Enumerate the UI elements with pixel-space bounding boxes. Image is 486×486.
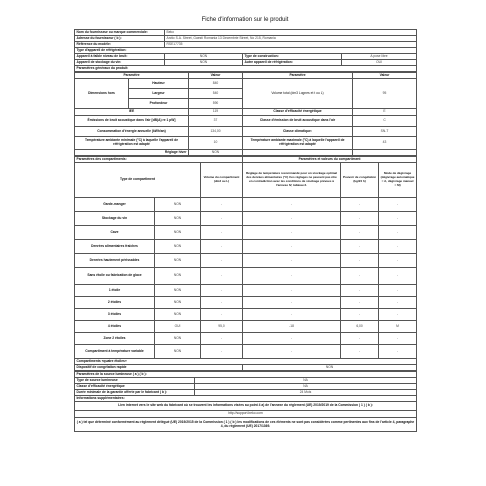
compartment-flag: NON (155, 297, 201, 309)
dimension-value: 590 (189, 99, 243, 109)
compartment-flag: NON (155, 212, 201, 226)
compartment-freezing-capacity: - (341, 240, 379, 254)
compartment-defrost-mode: - (379, 254, 417, 268)
supplier-name-label: Nom du fournisseur ou marque commerciale: (75, 30, 165, 36)
total-volume-value: 95 (353, 79, 417, 109)
support-url-link[interactable]: http://support.beko.com (75, 411, 417, 418)
general-parameters-header: Paramètres généraux du produit: (75, 66, 417, 72)
warranty-label: Durée minimale de la garantie offerte par le fabricant ( b ): (75, 390, 195, 396)
general-row (75, 150, 417, 156)
compartment-defrost-mode: - (379, 212, 417, 226)
compartment-freezing-capacity: - (341, 226, 379, 240)
compartment-temperature: -18 (243, 321, 341, 333)
compartment-defrost-mode: - (379, 345, 417, 359)
param-value: E (353, 109, 417, 116)
dimension-name: Hauteur (129, 79, 189, 89)
compartment-row (75, 285, 417, 297)
compartment-temperature: - (243, 297, 341, 309)
compartment-name: 1 étoile (75, 285, 155, 297)
param-label: IEE (75, 109, 189, 116)
compartment-flag: NON (155, 345, 201, 359)
compartment-temperature: - (243, 212, 341, 226)
compartment-row (75, 198, 417, 212)
compartment-temperature: - (243, 240, 341, 254)
supplier-table (74, 29, 417, 72)
compartment-row (75, 321, 417, 333)
param-value: 10 (189, 137, 243, 150)
compartment-group-header: Paramètres et valeurs du compartiment (243, 157, 417, 163)
compartment-volume: - (201, 268, 243, 285)
compartment-name: 2 étoiles (75, 297, 155, 309)
light-value: NA (195, 378, 417, 384)
compartment-freezing-capacity: - (341, 212, 379, 226)
param-label: Classe d'efficacité énergétique (243, 109, 353, 116)
light-value: NA (195, 384, 417, 390)
compartment-volume: - (201, 345, 243, 359)
compartment-col-header: Pouvoir de congélation (kg/24 h) (341, 163, 379, 198)
light-source-header: Paramètres de la source lumineuse ( a ) ( b ): (75, 372, 417, 378)
general-parameters-table (74, 72, 417, 156)
compartment-name: Compartiment à température variable (75, 345, 155, 359)
compartment-defrost-mode: - (379, 268, 417, 285)
type-value: NON (165, 54, 243, 60)
compartment-row (75, 226, 417, 240)
param-label: Classe d'émission de bruit acoustique dans l'air (243, 116, 353, 127)
param-label: Température ambiante minimale (°C) à laquelle l'appareil de réfrigération est adapté (75, 137, 189, 150)
compartment-flag: NON (155, 285, 201, 297)
compartment-volume: - (201, 240, 243, 254)
general-row (75, 116, 417, 127)
param-label: Classe climatique: (243, 127, 353, 137)
param-value: NON (189, 150, 243, 156)
general-row (75, 127, 417, 137)
param-label: Consommation d'énergie annuelle (kWh/an) (75, 127, 189, 137)
compartment-name: Denrées alimentaires fraîches (75, 240, 155, 254)
appliance-type-header: Type d'appareil de réfrigération: (75, 48, 417, 54)
param-value: SN-T (353, 127, 417, 137)
compartment-flag: NON (155, 198, 201, 212)
type-value: OUI (342, 60, 417, 66)
compartment-temperature: - (243, 285, 341, 297)
param-value: C (353, 116, 417, 127)
compartment-defrost-mode: - (379, 309, 417, 321)
compartment-name: Stockage du vin (75, 212, 155, 226)
compartment-freezing-capacity: - (341, 297, 379, 309)
param-label: Réglage hiver (75, 150, 189, 156)
fast-freeze-value: NON (243, 365, 417, 371)
compartment-rows (75, 198, 417, 359)
param-label (243, 150, 353, 156)
compartment-freezing-capacity: - (341, 333, 379, 345)
compartment-volume: 95,0 (201, 321, 243, 333)
type-value: NON (165, 60, 243, 66)
compartment-flag: NON (155, 268, 201, 285)
compartment-row (75, 268, 417, 285)
compartment-temperature: - (243, 333, 341, 345)
compartment-row (75, 254, 417, 268)
compartment-volume: - (201, 226, 243, 240)
compartment-name: Cave (75, 226, 155, 240)
compartment-defrost-mode: - (379, 240, 417, 254)
compartment-volume: - (201, 285, 243, 297)
compartment-name: 4 étoiles (75, 321, 155, 333)
compartment-defrost-mode: - (379, 297, 417, 309)
compartment-volume: - (201, 297, 243, 309)
compartment-volume: - (201, 254, 243, 268)
compartment-freezing-capacity: - (341, 309, 379, 321)
warranty-value: 24 Mois (195, 390, 417, 396)
compartment-row (75, 297, 417, 309)
param-value (353, 150, 417, 156)
general-row (75, 137, 417, 150)
compartment-freezing-capacity: - (341, 345, 379, 359)
type-value: A pose libre (342, 54, 417, 60)
param-value: 134,00 (189, 127, 243, 137)
type-label: Appareil de stockage du vin: (75, 60, 165, 66)
compartment-flag: NON (155, 254, 201, 268)
footnote: ( a ) tel que déterminé conformément au règlement délégué (UE) 2019/2015 de la Commission ( 1 ) ( b ) les modifications de ces éléments ne sont pas considérées comme pertinentes aux fins de l'article 4, paragraphe 4, du règlement (UE) 2017/1369. (75, 418, 417, 432)
compartment-volume: - (201, 333, 243, 345)
supplier-name-value: Beko (165, 30, 417, 36)
product-information-sheet (74, 16, 416, 432)
param-header: Paramètre (243, 73, 353, 79)
compartment-col-header: Mode de dégivrage (dégivrage automatique = A, dégivrage manuel = M) (379, 163, 417, 198)
model-value: RSE17735 (165, 42, 417, 48)
compartment-freezing-capacity: - (341, 285, 379, 297)
compartment-col-header: Réglage de température recommandé pour un stockage optimal des denrées alimentaires (°C) Ces réglages ne peuvent pas être en contradiction avec les conditions de stockage prévues à l'annexe IV, tableau 3. (243, 163, 341, 198)
compartment-header: Paramètres des compartiments: (75, 157, 243, 163)
model-label: Référence du modèle: (75, 42, 165, 48)
compartment-defrost-mode: - (379, 333, 417, 345)
dimension-value: 840 (189, 79, 243, 89)
param-value: 37 (189, 116, 243, 127)
compartment-row (75, 240, 417, 254)
compartment-temperature: - (243, 254, 341, 268)
compartment-row (75, 333, 417, 345)
compartment-temperature: - (243, 345, 341, 359)
compartment-name: 3 étoiles (75, 309, 155, 321)
additional-info-header: Informations supplémentaires: (75, 396, 417, 402)
light-source-table (74, 371, 417, 432)
fast-freeze-label: Dispositif de congélation rapide (75, 365, 243, 371)
compartment-row (75, 212, 417, 226)
param-value: 119 (189, 109, 243, 116)
general-row (75, 109, 417, 116)
compartment-name: Denrées hautement périssables (75, 254, 155, 268)
compartment-defrost-mode: - (379, 226, 417, 240)
compartment-flag: NON (155, 226, 201, 240)
compartment-type-header: Type de compartiment (75, 163, 201, 198)
compartment-temperature: - (243, 198, 341, 212)
compartment-temperature: - (243, 226, 341, 240)
value-header: Valeur (189, 73, 243, 79)
dimension-name: Profondeur (129, 99, 189, 109)
manufacturer-link-text: Lien internet vers le site web du fabricant où se trouvent les informations visées au point 4 a) de l'annexe du règlement (UE) 2019/2019 de la Commission ( 1 ) ( b ): (75, 402, 417, 411)
compartment-defrost-mode: - (379, 198, 417, 212)
light-label: Type de source lumineuse (75, 378, 195, 384)
compartment-flag: NON (155, 333, 201, 345)
param-header: Paramètre (75, 73, 189, 79)
dimension-value: 540 (189, 89, 243, 99)
compartment-defrost-mode: M (379, 321, 417, 333)
type-label: Type de construction: (243, 54, 342, 60)
compartment-name: Zone 2 étoiles (75, 333, 155, 345)
compartment-volume: - (201, 309, 243, 321)
param-label: Émissions de bruit acoustique dans l'air [dB(A) re 1 pW] (75, 116, 189, 127)
value-header: Valeur (353, 73, 417, 79)
compartment-temperature: - (243, 309, 341, 321)
param-label: Température ambiante maximale (°C) à laquelle l'appareil de réfrigération est adapté (243, 137, 353, 150)
compartment-freezing-capacity: - (341, 198, 379, 212)
compartment-name: Garde-manger (75, 198, 155, 212)
compartment-temperature: - (243, 268, 341, 285)
compartment-row (75, 345, 417, 359)
compartment-col-header: Volume du compartiment (dm3 ou L) (201, 163, 243, 198)
compartment-name: Sans étoile ou fabrication de glace (75, 268, 155, 285)
compartment-flag: NON (155, 240, 201, 254)
compartment-freezing-capacity: - (341, 254, 379, 268)
dimensions-label: Dimensions hors (75, 79, 129, 109)
compartment-freezing-capacity: - (341, 268, 379, 285)
total-volume-label: Volume total (dm3 Lognes et t ou L) (243, 79, 353, 109)
supplier-address-label: Adresse du fournisseur ( b ): (75, 36, 165, 42)
light-label: Classe d'efficacité énergétique (75, 384, 195, 390)
compartment-table (74, 156, 417, 371)
dimension-name: Largeur (129, 89, 189, 99)
compartment-defrost-mode: - (379, 285, 417, 297)
compartment-freezing-capacity: 6,00 (341, 321, 379, 333)
four-star-header: Compartiments «quatre étoiles» (75, 359, 417, 365)
sheet-title: Fiche d'information sur le produit (201, 17, 289, 23)
type-label: Autre appareil de réfrigération: (243, 60, 342, 66)
compartment-volume: - (201, 198, 243, 212)
param-value: 43 (353, 137, 417, 150)
compartment-row (75, 309, 417, 321)
compartment-volume: - (201, 212, 243, 226)
compartment-flag: NON (155, 309, 201, 321)
supplier-address-value: Arctic S.A. Street, Gaesti Romania 13 Decembrie Street, No 215, Romania (165, 36, 417, 42)
compartment-flag: OUI (155, 321, 201, 333)
type-label: Appareil à faible niveau de bruit: (75, 54, 165, 60)
